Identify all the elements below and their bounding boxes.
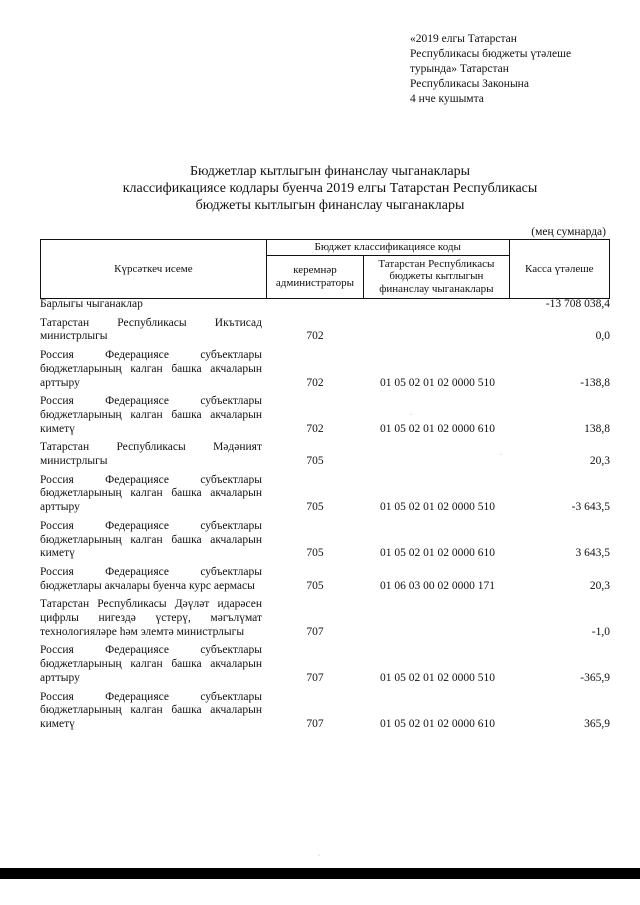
row-amount: 3 643,5 bbox=[575, 547, 610, 560]
row-amount: 138,8 bbox=[584, 422, 610, 435]
row-name: Барлыгы чыганаклар bbox=[40, 298, 143, 310]
table-row bbox=[40, 520, 610, 561]
table-row bbox=[40, 441, 610, 468]
title-line: классификациясе кодлары буенча 2019 елгы Татарстан Республикасы bbox=[122, 181, 538, 196]
title-line: Бюджетлар кытлыгын финанслау чыганаклары bbox=[189, 164, 471, 179]
row-name: Россия Федерациясе субъектлары бюджетларының калган башка акчаларын киметү bbox=[40, 519, 262, 560]
row-name: Россия Федерациясе субъектлары бюджетларының калган башка акчаларын киметү bbox=[40, 690, 262, 730]
row-name: Россия Федерациясе субъектлары бюджетларының калган башка акчаларын арттыру bbox=[40, 473, 262, 514]
row-name: Россия Федерациясе субъектлары бюджетларының калган башка акчаларын арттыру bbox=[40, 349, 262, 389]
row-amount: 20,3 bbox=[589, 579, 610, 592]
row-name: Татарстан Республикасы Икътисад министрлыгы bbox=[40, 316, 262, 343]
document-title bbox=[40, 163, 620, 214]
table-row bbox=[40, 598, 610, 639]
scan-speck: · bbox=[410, 412, 412, 418]
table-row bbox=[40, 644, 610, 685]
table-row bbox=[40, 349, 610, 390]
row-admin: 702 bbox=[306, 422, 324, 435]
row-name: Россия Федерациясе субъектлары бюджетлары акчалары буенча курс аермасы bbox=[40, 565, 262, 592]
row-code: 01 05 02 01 02 0000 610 bbox=[380, 547, 495, 560]
row-admin: 705 bbox=[306, 455, 324, 468]
table-row bbox=[40, 298, 610, 312]
row-name: Татарстан Республикасы Мәдәният министрлыгы bbox=[40, 441, 262, 468]
header-budget-codes: Бюджет классификациясе коды bbox=[266, 240, 509, 256]
units-note: (мең сумнарда) bbox=[531, 226, 606, 238]
row-amount: 20,3 bbox=[589, 455, 610, 468]
row-code: 01 05 02 01 02 0000 610 bbox=[380, 717, 495, 730]
row-code: 01 05 02 01 02 0000 510 bbox=[380, 671, 495, 684]
row-admin: 702 bbox=[306, 330, 324, 343]
scan-speck: · bbox=[318, 853, 320, 859]
header-indicator: Күрсәткеч исеме bbox=[41, 240, 267, 299]
row-amount: 0,0 bbox=[595, 330, 610, 343]
annex-line: турында» Татарстан bbox=[410, 63, 509, 75]
row-name: Россия Федерациясе субъектлары бюджетларының калган башка акчаларын киметү bbox=[40, 395, 262, 435]
title-line: бюджеты кытлыгын финанслау чыганаклары bbox=[195, 198, 465, 213]
row-code: 01 05 02 01 02 0000 510 bbox=[380, 376, 495, 389]
table-header bbox=[40, 239, 610, 299]
row-amount: -3 643,5 bbox=[571, 501, 610, 514]
row-amount: -13 708 038,4 bbox=[545, 298, 610, 310]
row-admin: 707 bbox=[306, 671, 324, 684]
row-name: Россия Федерациясе субъектлары бюджетларының калган башка акчаларын арттыру bbox=[40, 644, 262, 684]
annex-line: «2019 елгы Татарстан bbox=[410, 33, 517, 45]
row-code: 01 05 02 01 02 0000 610 bbox=[380, 422, 495, 435]
table-body bbox=[40, 298, 610, 737]
row-admin: 707 bbox=[306, 717, 324, 730]
annex-line: 4 нче кушымта bbox=[410, 93, 484, 105]
row-code: 01 05 02 01 02 0000 510 bbox=[380, 501, 495, 514]
table-row bbox=[40, 691, 610, 732]
scan-edge-bar bbox=[0, 868, 640, 879]
header-sources: Татарстан Республикасы бюджеты кытлыгын финанслау чыганаклары bbox=[364, 255, 510, 298]
header-admin: керемнәр администраторы bbox=[266, 255, 363, 298]
annex-line: Республикасы Законына bbox=[410, 78, 529, 90]
table-row bbox=[40, 395, 610, 436]
row-amount: -1,0 bbox=[591, 625, 610, 638]
law-annex-reference bbox=[410, 32, 571, 107]
row-code: 01 06 03 00 02 0000 171 bbox=[380, 579, 495, 592]
row-admin: 707 bbox=[306, 625, 324, 638]
row-name: Татарстан Республикасы Дәүләт идарәсен цифрлы нигездә үстерү, мәгълүмат технологияләре һәм элемтә министрлыгы bbox=[40, 598, 262, 638]
row-admin: 702 bbox=[306, 376, 324, 389]
table-row bbox=[40, 317, 610, 344]
row-admin: 705 bbox=[306, 501, 324, 514]
row-admin: 705 bbox=[306, 547, 324, 560]
row-amount: -365,9 bbox=[580, 671, 610, 684]
table-row bbox=[40, 566, 610, 593]
row-amount: -138,8 bbox=[580, 376, 610, 389]
scan-speck: · bbox=[500, 452, 502, 458]
row-admin: 705 bbox=[306, 579, 324, 592]
annex-line: Республикасы бюджеты үтәлеше bbox=[410, 48, 572, 60]
table-row bbox=[40, 474, 610, 515]
row-amount: 365,9 bbox=[584, 717, 610, 730]
header-cash: Касса үтәлеше bbox=[509, 240, 609, 299]
